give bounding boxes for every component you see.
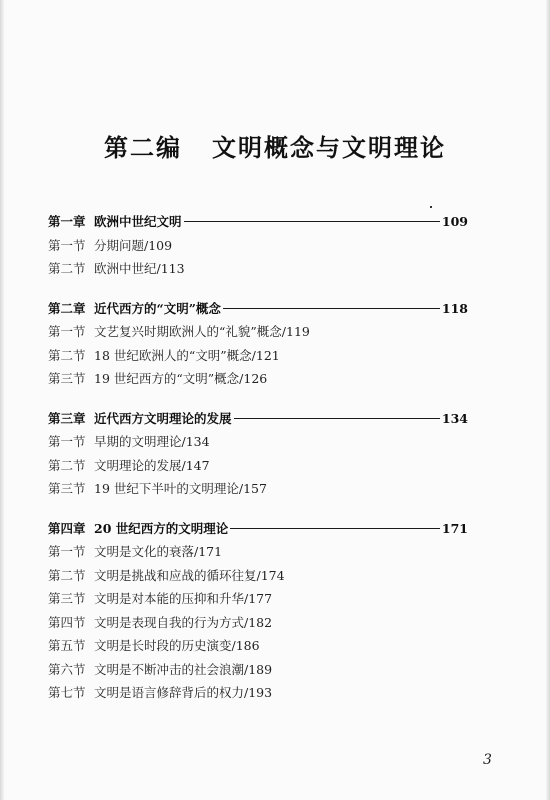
chapter-block-1 <box>48 210 468 281</box>
section-title: 文明是长时段的历史演变/186 <box>94 638 260 653</box>
section-number: 第三节 <box>48 481 86 496</box>
section-title: 欧洲中世纪/113 <box>94 261 185 276</box>
section-entry[interactable] <box>48 634 468 658</box>
section-entry[interactable] <box>48 320 468 344</box>
section-title: 文明理论的发展/147 <box>94 457 210 473</box>
section-number: 第三节 <box>48 371 86 386</box>
section-entry[interactable] <box>48 257 468 281</box>
section-number: 第二节 <box>48 567 86 583</box>
section-title: 文明是语言修辞背后的权力/193 <box>94 685 273 700</box>
section-entry[interactable] <box>48 540 468 564</box>
chapter-entry[interactable] <box>48 210 468 234</box>
chapter-page: 134 <box>441 410 468 426</box>
section-entry[interactable] <box>48 587 468 611</box>
section-entry[interactable] <box>48 234 468 258</box>
section-number: 第一节 <box>48 544 86 559</box>
section-title: 文明是对本能的压抑和升华/177 <box>94 591 273 606</box>
chapter-block-4 <box>48 517 468 705</box>
leader-line <box>184 221 440 222</box>
section-entry[interactable] <box>48 430 468 454</box>
chapter-entry[interactable] <box>48 407 468 431</box>
chapter-title: 近代西方的“文明”概念 <box>94 300 221 316</box>
chapter-title: 20 世纪西方的文明理论 <box>94 520 229 536</box>
chapter-number: 第一章 <box>48 214 86 229</box>
chapter-entry[interactable] <box>48 517 468 541</box>
section-number: 第五节 <box>48 638 86 653</box>
section-title: 文艺复兴时期欧洲人的“礼貌”概念/119 <box>94 324 310 339</box>
section-title: 文明是表现自我的行为方式/182 <box>94 614 273 630</box>
chapter-title: 近代西方文明理论的发展 <box>94 410 232 426</box>
chapter-number: 第二章 <box>48 300 86 316</box>
section-title: 早期的文明理论/134 <box>94 434 210 449</box>
scan-edge-left <box>0 0 4 800</box>
chapter-block-3 <box>48 407 468 501</box>
section-number: 第一节 <box>48 237 86 253</box>
section-number: 第四节 <box>48 614 86 630</box>
leader-line <box>230 528 440 529</box>
table-of-contents <box>48 210 468 721</box>
section-title: 文明是文化的衰落/171 <box>94 544 223 559</box>
section-entry[interactable] <box>48 658 468 682</box>
page-number: 3 <box>483 752 492 768</box>
section-title: 19 世纪西方的“文明”概念/126 <box>94 371 268 386</box>
print-speck <box>430 206 432 208</box>
section-number: 第一节 <box>48 434 86 449</box>
scan-edge-right <box>546 0 550 800</box>
section-number: 第三节 <box>48 591 86 606</box>
part-label: 第二编 <box>104 133 182 162</box>
section-number: 第二节 <box>48 347 86 363</box>
chapter-number: 第三章 <box>48 410 86 426</box>
section-entry[interactable] <box>48 344 468 368</box>
part-title <box>0 128 550 163</box>
section-entry[interactable] <box>48 454 468 478</box>
section-title: 文明是挑战和应战的循环往复/174 <box>94 567 285 583</box>
chapter-page: 171 <box>441 520 468 536</box>
section-title: 19 世纪下半叶的文明理论/157 <box>94 481 267 496</box>
section-number: 第六节 <box>48 661 86 677</box>
chapter-page: 109 <box>441 214 468 229</box>
section-entry[interactable] <box>48 681 468 705</box>
chapter-block-2 <box>48 297 468 391</box>
section-title: 18 世纪欧洲人的“文明”概念/121 <box>94 347 280 363</box>
section-number: 第七节 <box>48 685 86 700</box>
leader-line <box>223 308 440 309</box>
section-number: 第二节 <box>48 261 86 276</box>
section-number: 第二节 <box>48 457 86 473</box>
section-entry[interactable] <box>48 611 468 635</box>
chapter-number: 第四章 <box>48 520 86 536</box>
chapter-title: 欧洲中世纪文明 <box>94 214 182 229</box>
part-name: 文明概念与文明理论 <box>212 133 446 162</box>
section-entry[interactable] <box>48 564 468 588</box>
section-title: 文明是不断冲击的社会浪潮/189 <box>94 661 273 677</box>
section-title: 分期问题/109 <box>94 237 173 253</box>
chapter-entry[interactable] <box>48 297 468 321</box>
leader-line <box>234 418 440 419</box>
chapter-page: 118 <box>441 300 468 316</box>
section-entry[interactable] <box>48 477 468 501</box>
section-entry[interactable] <box>48 367 468 391</box>
section-number: 第一节 <box>48 324 86 339</box>
